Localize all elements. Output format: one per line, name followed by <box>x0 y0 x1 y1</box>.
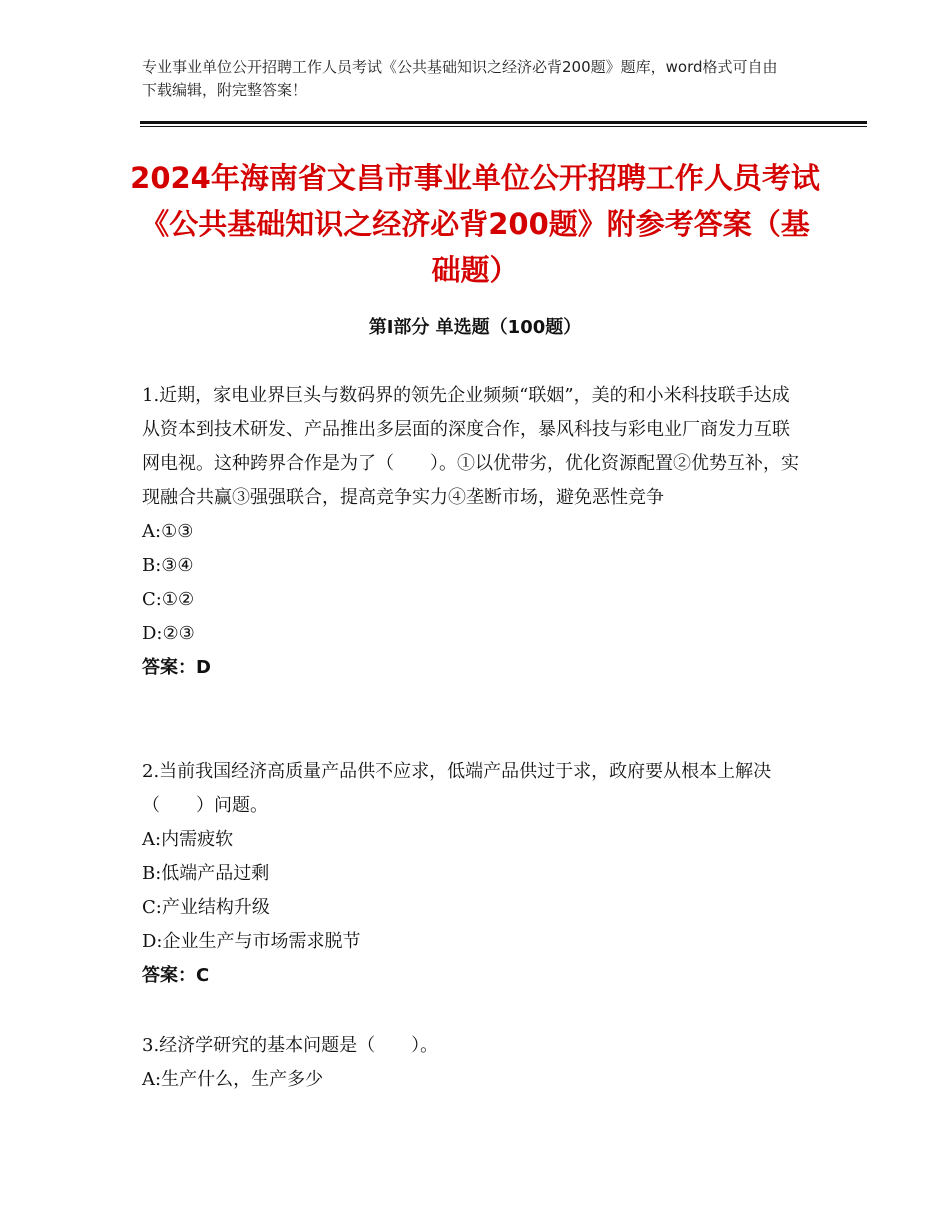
option-a: A:①③ <box>142 521 194 542</box>
header-note: 专业事业单位公开招聘工作人员考试《公共基础知识之经济必背200题》题库，word格式可自由下载编辑，附完整答案！ <box>142 58 778 99</box>
option-c: C:①② <box>142 589 195 610</box>
question-3 <box>142 1029 802 1097</box>
answer: 答案：D <box>142 657 211 678</box>
option-d: D:②③ <box>142 623 195 644</box>
option-b: B:③④ <box>142 555 194 576</box>
section-title: 第I部分 单选题（100题） <box>368 317 582 338</box>
question-stem: 1.近期，家电业界巨头与数码界的领先企业频频“联姻”，美的和小米科技联手达成从资本到技术研发、产品推出多层面的深度合作，暴风科技与彩电业厂商发力互联网电视。这种跨界合作是为了（ ）。①以优带劣，优化资源配置②优势互补，实现融合共赢③强强联合，提高竞争实力④垄断市场，避免恶性竞争 <box>142 385 799 508</box>
header-rule-thin <box>140 126 867 127</box>
document-title: 2024年海南省文昌市事业单位公开招聘工作人员考试《公共基础知识之经济必背200题》附参考答案（基础题） <box>130 161 820 287</box>
option-c: C:产业结构升级 <box>142 897 270 918</box>
question-stem: 2.当前我国经济高质量产品供不应求，低端产品供过于求，政府要从根本上解决（ ）问题。 <box>142 761 772 816</box>
option-a: A:内需疲软 <box>142 829 234 850</box>
option-d: D:企业生产与市场需求脱节 <box>142 931 361 952</box>
question-2 <box>142 755 802 993</box>
question-1 <box>142 379 802 685</box>
option-b: B:低端产品过剩 <box>142 863 270 884</box>
question-stem: 3.经济学研究的基本问题是（ ）。 <box>142 1035 439 1056</box>
header-rule-thick <box>140 121 867 124</box>
option-a: A:生产什么，生产多少 <box>142 1069 324 1090</box>
answer: 答案：C <box>142 965 210 986</box>
